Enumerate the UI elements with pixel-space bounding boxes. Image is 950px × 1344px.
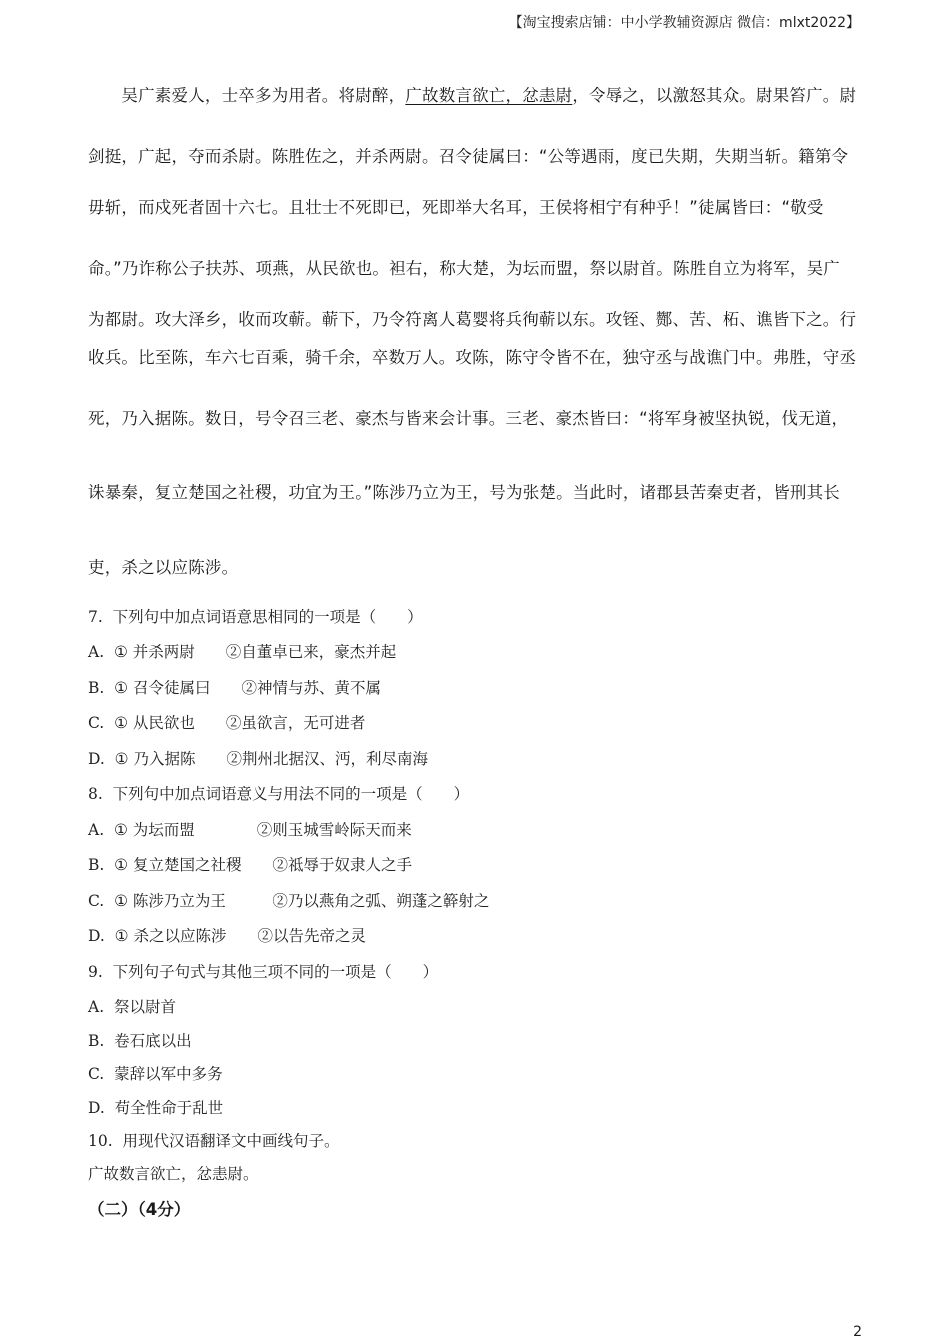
- option-b: B. ① 召令徒属曰 ②神情与苏、黄不属: [88, 679, 381, 697]
- option-d: D. ① 乃入据陈 ②荆州北据汉、沔，利尽南海: [88, 750, 428, 768]
- question-stem: 8. 下列句中加点词语意义与用法不同的一项是（ ）: [88, 785, 470, 803]
- passage-line-6: 收兵。比至陈，车六七百乘，骑千余，卒数万人。攻陈，陈守令皆不在，独守丞与战谯门中。弗胜，守丞: [88, 348, 857, 367]
- passage-line-2: 剑挺，广起，夺而杀尉。陈胜佐之，并杀两尉。召令徒属曰：“公等遇雨，度已失期，失期当斩。籍第令: [88, 147, 849, 166]
- option-b: B. 卷石底以出: [88, 1032, 192, 1050]
- section-heading: （二）（4分）: [88, 1200, 191, 1219]
- passage-line-8: 诛暴秦，复立楚国之社稷，功宜为王。”陈涉乃立为王，号为张楚。当此时，诸郡县苦秦吏者，皆刑其长: [88, 483, 840, 502]
- option-d: D. ① 杀之以应陈涉 ②以告先帝之灵: [88, 927, 366, 945]
- option-d: D. 苟全性命于乱世: [88, 1099, 224, 1117]
- passage-line-7: 死，乃入据陈。数日，号令召三老、豪杰与皆来会计事。三老、豪杰皆曰：“将军身被坚执锐，伐无道，: [88, 409, 849, 428]
- page-header: 【淘宝搜索店铺：中小学教辅资源店 微信：mlxt2022】: [508, 15, 860, 31]
- question-stem: 7. 下列句中加点词语意思相同的一项是（ ）: [88, 608, 423, 626]
- passage-line-1-end: ，令辱之，以激怒其众。尉果笞广。尉: [572, 86, 857, 105]
- passage-line-1: [88, 82, 860, 106]
- question-stem: 9. 下列句子句式与其他三项不同的一项是（ ）: [88, 963, 439, 981]
- option-c: C. ① 从民欲也 ②虽欲言，无可进者: [88, 714, 366, 732]
- option-c: C. 蒙辞以军中多务: [88, 1065, 223, 1083]
- question-stem: 10. 用现代汉语翻译文中画线句子。: [88, 1132, 340, 1150]
- passage-line-4: 命。”乃诈称公子扶苏、项燕，从民欲也。袒右，称大楚，为坛而盟，祭以尉首。陈胜自立为将军，吴广: [88, 259, 840, 278]
- page-number: 2: [853, 1324, 862, 1340]
- underlined-sentence: 广故数言欲亡，忿恚尉: [405, 86, 573, 105]
- option-a: A. 祭以尉首: [88, 998, 176, 1016]
- passage-line-1-start: 吴广素爱人，士卒多为用者。将尉醉，: [88, 86, 406, 105]
- passage-line-9: 吏，杀之以应陈涉。: [88, 558, 239, 577]
- passage-line-5: 为都尉。攻大泽乡，收而攻蕲。蕲下，乃令符离人葛婴将兵徇蕲以东。攻铚、酂、苦、柘、谯皆下之。行: [88, 310, 857, 329]
- translation-sentence: 广故数言欲亡，忿恚尉。: [88, 1165, 259, 1183]
- option-a: A. ① 为坛而盟 ②则玉城雪岭际天而来: [88, 821, 412, 839]
- passage-line-3: 毋斩，而戍死者固十六七。且壮士不死即已，死即举大名耳，王侯将相宁有种乎！”徒属皆曰：“敬受: [88, 198, 824, 217]
- option-a: A. ① 并杀两尉 ②自董卓已来，豪杰并起: [88, 643, 397, 661]
- option-b: B. ① 复立楚国之社稷 ②祗辱于奴隶人之手: [88, 856, 412, 874]
- option-c: C. ① 陈涉乃立为王 ②乃以燕角之弧、朔蓬之簳射之: [88, 892, 490, 910]
